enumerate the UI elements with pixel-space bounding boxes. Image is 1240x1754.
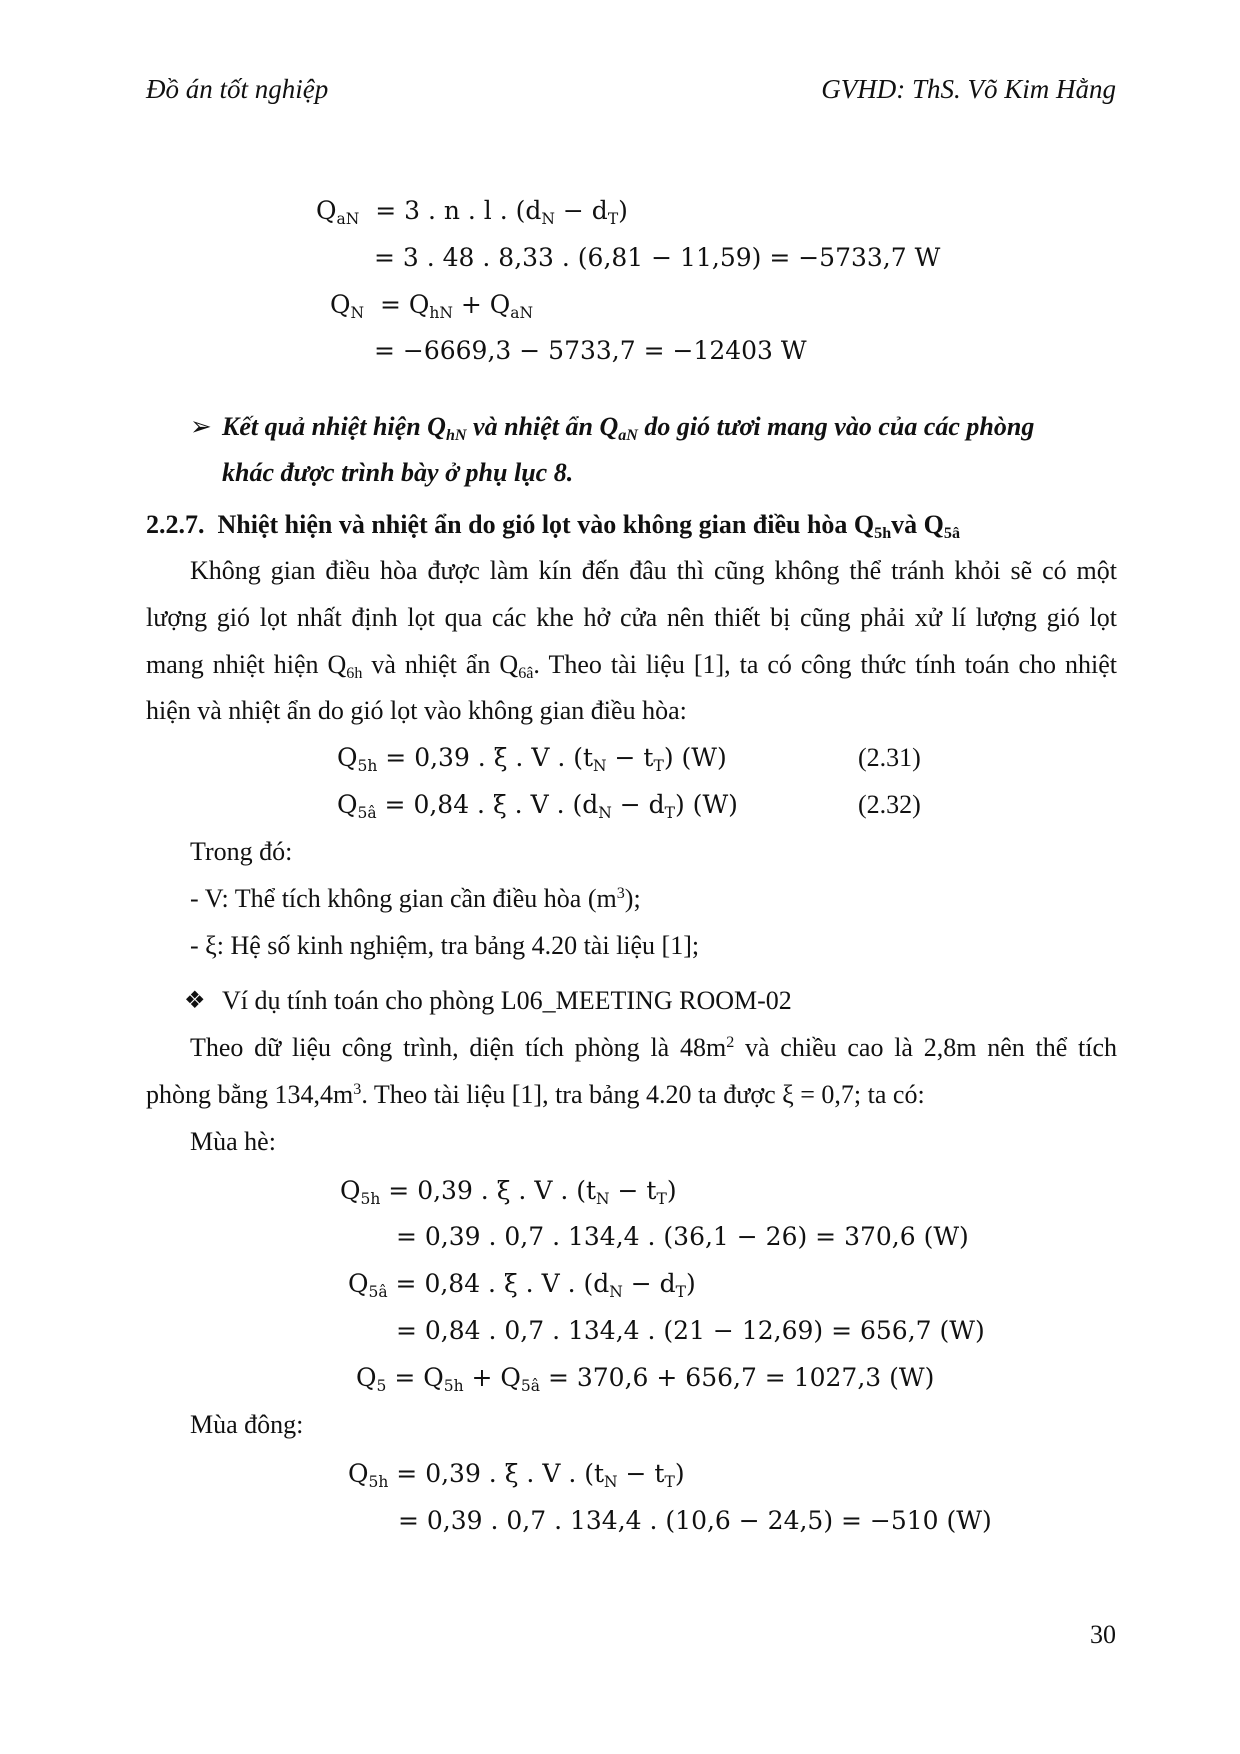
example-paragraph-line1: Theo dữ liệu công trình, diện tích phòng là $48m^2$ và chiều cao là 2,8m nên thể tích	[190, 1033, 1117, 1062]
example-title: Ví dụ tính toán cho phòng L06_MEETING ROOM-02	[222, 986, 792, 1015]
result-note-line2: khác được trình bày ở phụ lục 8.	[222, 458, 574, 487]
section-heading: 2.2.7. Nhiệt hiện và nhiệt ẩn do gió lọt vào không gian điều hòa $Q_{5h}và$ $Q_{5â}$	[146, 510, 960, 543]
winter-label: Mùa đông:	[190, 1410, 304, 1439]
diamond-bullet-icon: ❖	[184, 988, 206, 1014]
where-title: Trong đó:	[190, 837, 293, 866]
equation-qn-line2: = −6669,3 − 5733,7 = −12403 W	[374, 336, 807, 365]
equation-qan-line2: = 3 . 48 . 8,33 . (6,81 − 11,59) = −5733,7 W	[374, 243, 941, 272]
equation-qan-line1: $Q_{aN} = 3$ . n . l . $(d_N - d_T)$	[316, 196, 628, 228]
intro-line-4: hiện và nhiệt ẩn do gió lọt vào không gian điều hòa:	[146, 696, 687, 725]
summer-q5-total: $Q_5 = Q_{5h} + Q_{5â} = 370,6 + 656,7 = 1027,3$ (W)	[356, 1363, 935, 1395]
intro-line-3: mang nhiệt hiện $Q_{6h}$ và nhiệt ẩn $Q_{6â}$. Theo tài liệu [1], ta có công thức tính toán cho nhiệt	[146, 650, 1118, 683]
summer-q5a-line1: $Q_{5â} = 0,84$ . ξ . V . $(d_N - d_T)$	[348, 1269, 696, 1301]
equation-qn-line1: $Q_N = Q_{hN} + Q_{aN}$	[330, 290, 534, 322]
where-item-volume: - V: Thể tích không gian cần điều hòa $(m^3)$;	[190, 884, 641, 913]
summer-q5h-line2: = 0,39 . 0,7 . 134,4 . (36,1 − 26) = 370,6 (W)	[396, 1222, 969, 1251]
formula-2-32: $Q_{5â} = 0,84$ . ξ . V . $(d_N - d_T)$ (W)	[337, 790, 738, 822]
arrow-bullet-icon: ➢	[190, 412, 212, 441]
header-right: GVHD: ThS. Võ Kim Hằng	[821, 74, 1116, 104]
summer-q5h-line1: $Q_{5h} = 0,39$ . ξ . V . $(t_N - t_T)$	[340, 1176, 677, 1208]
summer-q5a-line2: = 0,84 . 0,7 . 134,4 . (21 − 12,69) = 656,7 (W)	[396, 1316, 985, 1345]
intro-line-1: Không gian điều hòa được làm kín đến đâu thì cũng không thể tránh khỏi sẽ có một	[190, 556, 1117, 585]
result-note-line1: Kết quả nhiệt hiện $Q_{hN}$ và nhiệt ẩn $Q_{aN}$ do gió tươi mang vào của các phòng	[222, 412, 1035, 445]
formula-2-31-number: (2.31)	[858, 743, 921, 772]
header-left: Đồ án tốt nghiệp	[146, 74, 329, 104]
winter-q5h-line2: = 0,39 . 0,7 . 134,4 . (10,6 − 24,5) = −510 (W)	[398, 1506, 992, 1535]
example-paragraph-line2: phòng bằng $134,4m^3$. Theo tài liệu [1], tra bảng 4.20 ta được ξ = 0,7; ta có:	[146, 1080, 925, 1109]
where-item-xi: - ξ: Hệ số kinh nghiệm, tra bảng 4.20 tài liệu [1];	[190, 931, 700, 960]
page-number: 30	[1090, 1620, 1116, 1649]
intro-line-2: lượng gió lọt nhất định lọt qua các khe hở cửa nên thiết bị cũng phải xử lí lượng gió lọt	[146, 603, 1117, 632]
summer-label: Mùa hè:	[190, 1127, 276, 1156]
winter-q5h-line1: $Q_{5h} = 0,39$ . ξ . V . $(t_N - t_T)$	[348, 1459, 685, 1491]
formula-2-31: $Q_{5h} = 0,39$ . ξ . V . $(t_N - t_T)$ (W)	[337, 743, 727, 775]
formula-2-32-number: (2.32)	[858, 790, 921, 819]
